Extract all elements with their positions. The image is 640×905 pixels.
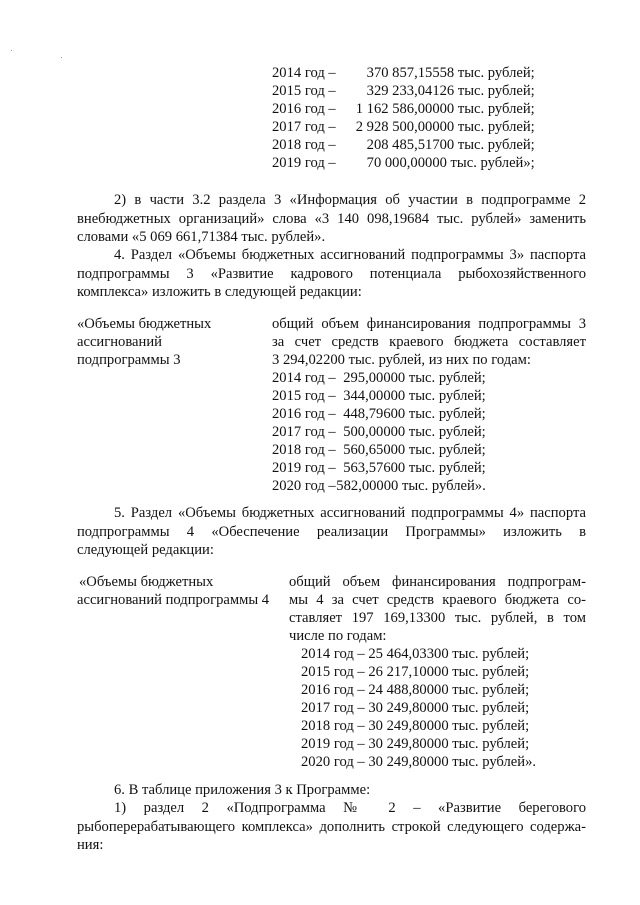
text-line: 5. Раздел «Объемы бюджетных ассигнований подпрограммы 4» паспорта — [114, 505, 586, 521]
list-item: 2018 год – 30 249,80000 тыс. рублей; — [301, 718, 530, 734]
list-item: 2016 год – 1 162 586,00000 тыс. рублей; — [272, 101, 535, 117]
paragraph-5 — [77, 504, 586, 560]
budget-text-subprogram-4: общий объем финансирования подпрограм- мы 4 за счет средств краевого бюджета со- ставляет 197 169,13300 тыс. рублей, в том числе по годам: 2014 год – 25 464,03300 тыс. рублей; 2015 год – 26 217,10000 тыс. рублей; 2016 год – 24 488,80000 тыс. рублей; 2017 год – 30 249,80000 тыс. рублей; 2018 год – 30 249,80000 тыс. рублей; 2019 год – 30 249,80000 тыс. рублей; 2020 год – 30 249,80000 тыс. рублей». — [289, 574, 586, 770]
list-item: 2015 год – 329 233,04126 тыс. рублей; — [272, 83, 535, 99]
text-line: словами «5 069 661,71384 тыс. рублей». — [77, 229, 326, 245]
list-item: 2019 год – 70 000,00000 тыс. рублей»; — [272, 155, 535, 171]
list-item: 2014 год – 295,00000 тыс. рублей; — [272, 370, 486, 386]
list-item: 2020 год –582,00000 тыс. рублей». — [272, 478, 486, 494]
text-line: 2) в части 3.2 раздела 3 «Информация об участии в подпрограмме 2 — [114, 192, 586, 208]
paragraph-2 — [77, 191, 586, 247]
list-item: 2019 год – 563,57600 тыс. рублей; — [272, 460, 486, 476]
scan-speck — [61, 57, 62, 58]
paragraph-6-1 — [77, 799, 586, 855]
text-line: комплекса» изложить в следующей редакции: — [77, 284, 362, 300]
list-item: 2015 год – 344,00000 тыс. рублей; — [272, 388, 486, 404]
budget-label-subprogram-4: «Объемы бюджетных ассигнований подпрограммы 4 — [77, 574, 270, 608]
text-line: следующей редакции: — [77, 542, 214, 558]
list-item: 2015 год – 26 217,10000 тыс. рублей; — [301, 664, 530, 680]
list-item: 2020 год – 30 249,80000 тыс. рублей». — [301, 754, 537, 770]
list-item: 2019 год – 30 249,80000 тыс. рублей; — [301, 736, 530, 752]
list-item: 2014 год – 370 857,15558 тыс. рублей; — [272, 65, 535, 81]
text-line: 4. Раздел «Объемы бюджетных ассигнований подпрограммы 3» паспорта — [114, 247, 586, 263]
list-item: 2014 год – 25 464,03300 тыс. рублей; — [301, 646, 530, 662]
paragraph-6: 6. В таблице приложения 3 к Программе: — [114, 782, 371, 798]
scan-speck — [11, 50, 12, 51]
budget-text-subprogram-3: общий объем финансирования подпрограммы 3 за счет средств краевого бюджета составляет 3 294,02200 тыс. рублей, из них по годам: 2014 год – 295,00000 тыс. рублей; 2015 год – 344,00000 тыс. рублей; 2016 год – 448,79600 тыс. рублей; 2017 год – 500,00000 тыс. рублей; 2018 год – 560,65000 тыс. рублей; 2019 год – 563,57600 тыс. рублей; 2020 год –582,00000 тыс. рублей». — [272, 316, 586, 494]
list-item: 2018 год – 208 485,51700 тыс. рублей; — [272, 137, 535, 153]
text-line: подпрограммы 4 «Обеспечение реализации Программы» изложить в — [77, 523, 586, 540]
text-line: ния: — [77, 837, 104, 853]
text-line: подпрограммы 3 «Развитие кадрового потенциала рыбохозяйственного — [77, 265, 586, 282]
list-item: 2017 год – 2 928 500,00000 тыс. рублей; — [272, 119, 535, 135]
text-line: рыбоперерабатывающего комплекса» дополнить строкой следующего содержа- — [77, 818, 586, 835]
paragraph-4 — [77, 246, 586, 302]
list-item: 2016 год – 24 488,80000 тыс. рублей; — [301, 682, 530, 698]
list-item: 2017 год – 30 249,80000 тыс. рублей; — [301, 700, 530, 716]
list-item: 2018 год – 560,65000 тыс. рублей; — [272, 442, 486, 458]
text-line: внебюджетных организаций» слова «3 140 098,19684 тыс. рублей» заменить — [77, 210, 586, 227]
budget-label-subprogram-3: «Объемы бюджетных ассигнований подпрограммы 3 — [77, 316, 212, 368]
list-item: 2016 год – 448,79600 тыс. рублей; — [272, 406, 486, 422]
list-item: 2017 год – 500,00000 тыс. рублей; — [272, 424, 486, 440]
text-line: 1) раздел 2 «Подпрограмма № 2 – «Развитие берегового — [114, 800, 586, 816]
